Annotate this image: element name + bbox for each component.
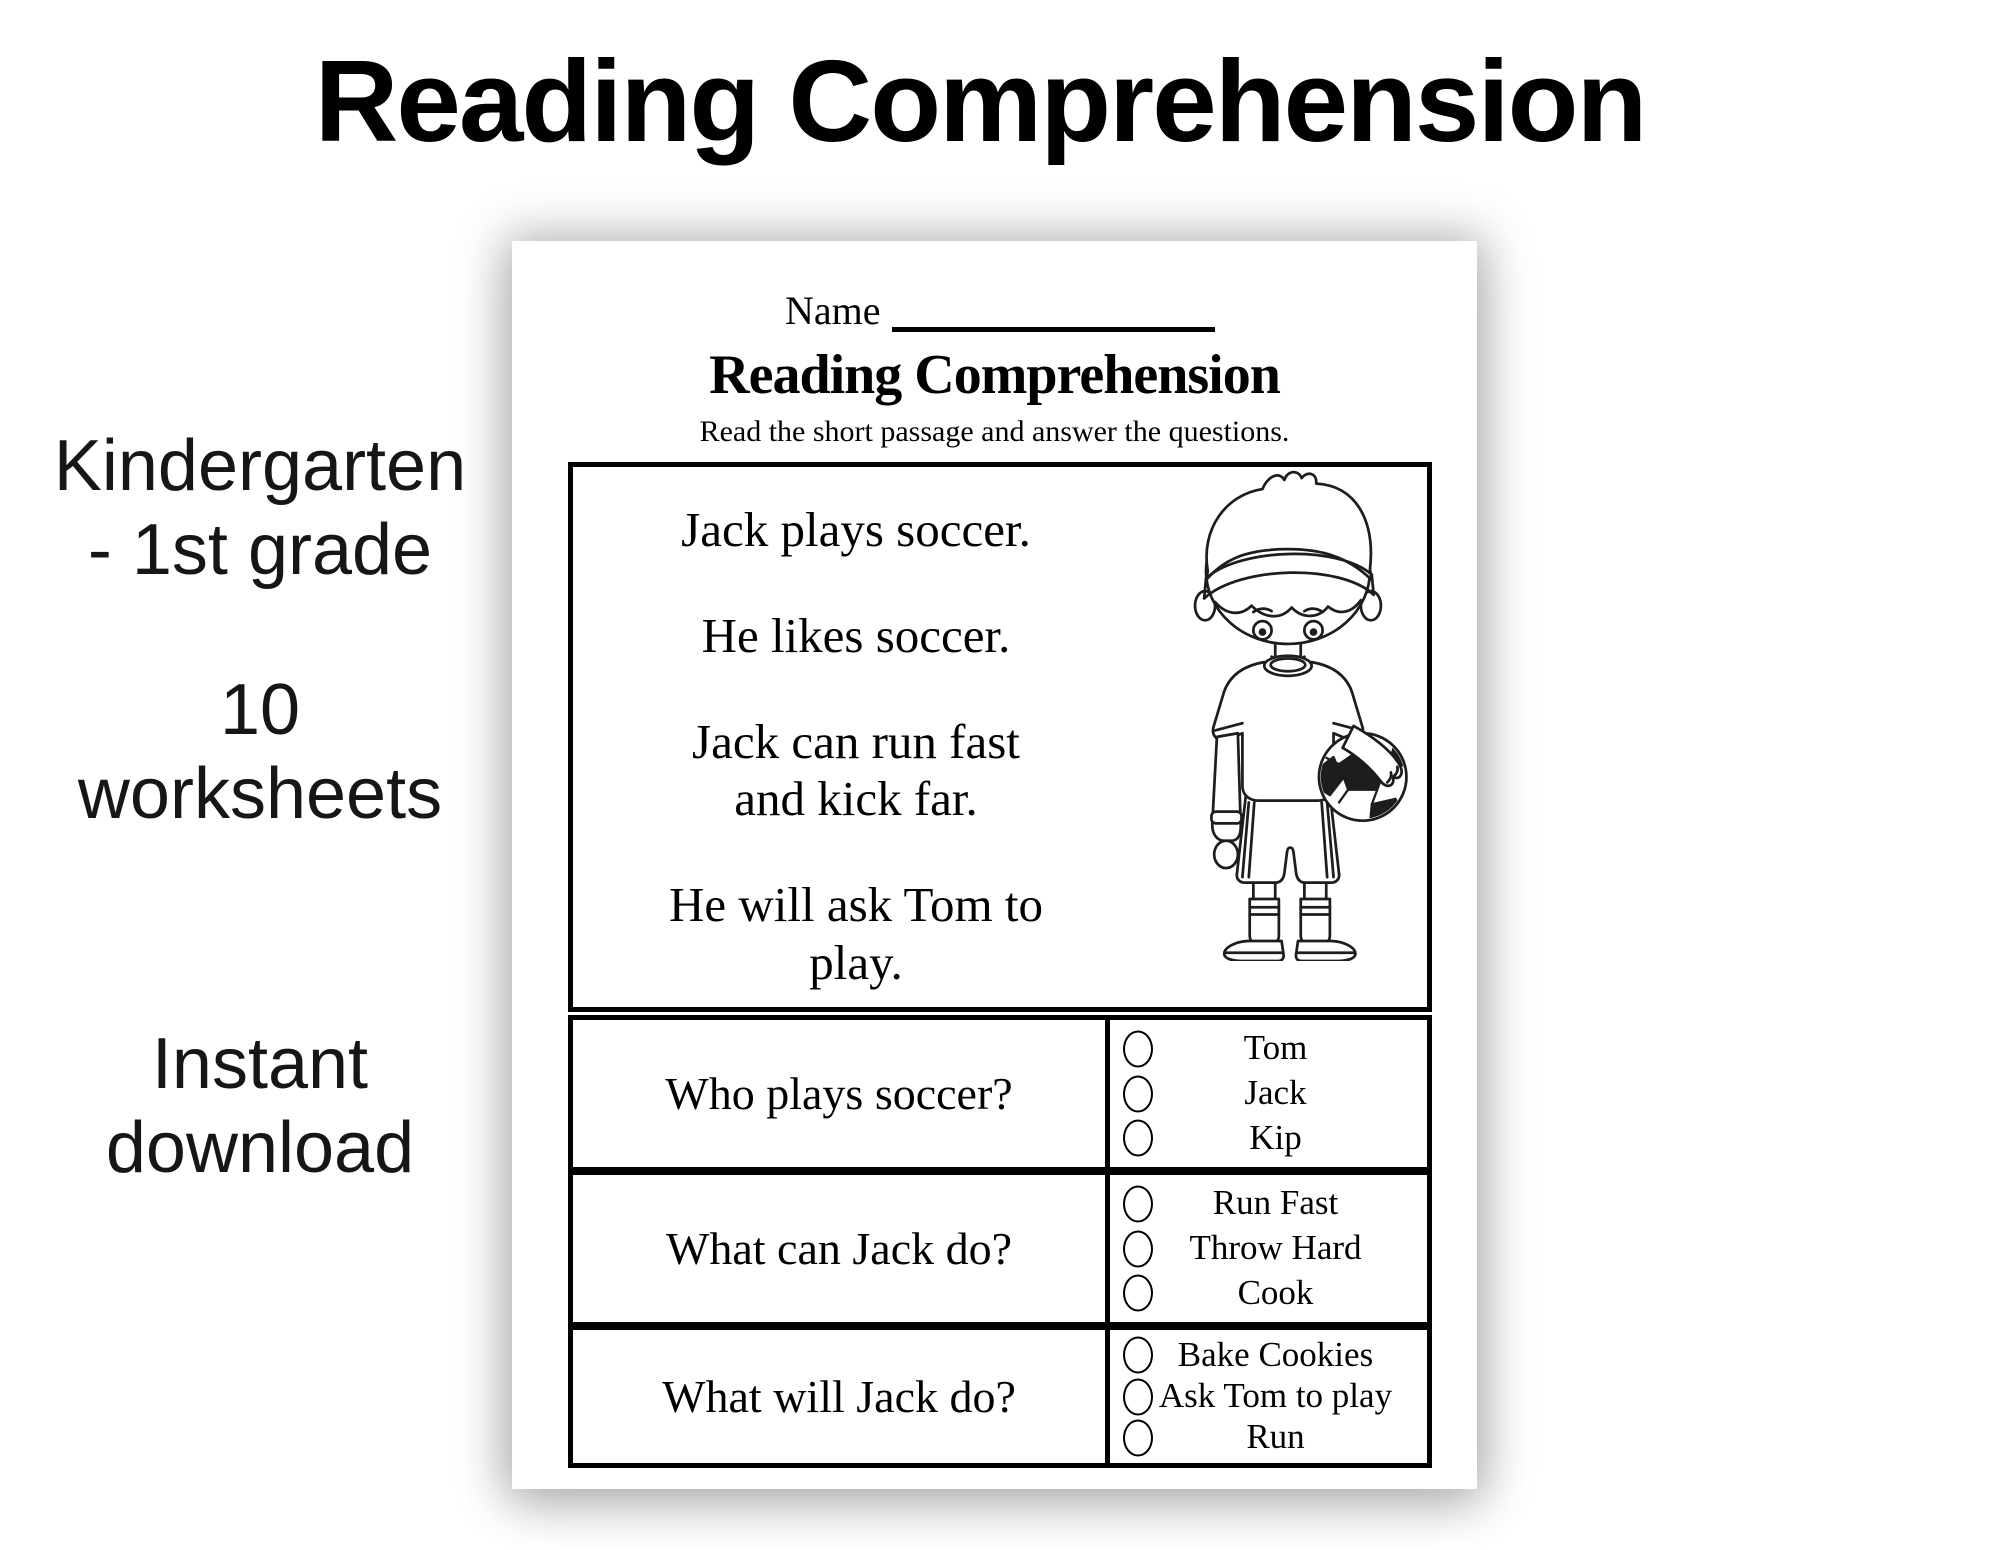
option	[1110, 1377, 1427, 1417]
ball-pentagon	[1370, 799, 1405, 832]
passage-sentence	[573, 607, 1139, 665]
wristband	[1211, 812, 1241, 824]
option	[1110, 1229, 1427, 1269]
answer-bubble	[1123, 1120, 1153, 1157]
shoe	[1224, 941, 1283, 961]
promo-count-line2: worksheets	[77, 754, 443, 835]
option	[1110, 1184, 1427, 1224]
promo-count-line1: 10	[219, 670, 301, 750]
pupil	[1310, 628, 1318, 636]
promo-delivery-line2: download	[105, 1108, 415, 1189]
answer-bubble	[1123, 1419, 1153, 1456]
option-label: Run	[1246, 1417, 1305, 1457]
name-blank-line	[892, 327, 1215, 332]
option	[1110, 1273, 1427, 1313]
option	[1110, 1118, 1427, 1158]
option-label: Kip	[1249, 1117, 1302, 1157]
answer-bubble	[1123, 1337, 1153, 1374]
option	[1110, 1074, 1427, 1114]
question-row	[568, 1170, 1432, 1327]
sock	[1301, 899, 1330, 945]
option-label: Cook	[1237, 1272, 1314, 1312]
answer-bubble	[1123, 1185, 1153, 1222]
answer-bubble	[1123, 1378, 1153, 1415]
question-row	[568, 1015, 1432, 1172]
options-cell	[1110, 1020, 1427, 1167]
passage-box	[568, 462, 1432, 1012]
promo-grade-line1: Kindergarten	[53, 426, 467, 506]
worksheet-instructions: Read the short passage and answer the questions.	[699, 415, 1290, 448]
worksheet-title: Reading Comprehension	[709, 344, 1280, 406]
question-text: Who plays soccer?	[573, 1020, 1110, 1167]
promo-grade-line2: - 1st grade	[87, 510, 433, 591]
option	[1110, 1335, 1427, 1375]
passage-line: play.	[809, 935, 903, 991]
answer-bubble	[1123, 1075, 1153, 1112]
passage-line: Jack can run fast	[692, 713, 1020, 769]
option-label: Ask Tom to play	[1158, 1376, 1393, 1416]
question-text: What will Jack do?	[573, 1330, 1110, 1463]
promo-delivery-line1: Instant	[151, 1024, 369, 1104]
passage-sentence	[573, 713, 1139, 829]
worksheet-page	[512, 241, 1477, 1489]
options-cell	[1110, 1175, 1427, 1322]
option-label: Throw Hard	[1189, 1228, 1362, 1268]
sock	[1250, 899, 1279, 945]
promo-title: Reading Comprehension	[314, 36, 1646, 166]
passage-sentence	[573, 876, 1139, 992]
option-label: Tom	[1243, 1028, 1308, 1068]
promo-worksheet-count	[0, 668, 520, 836]
answer-bubble	[1123, 1230, 1153, 1267]
option-label: Run Fast	[1212, 1183, 1339, 1223]
shoe	[1296, 941, 1355, 961]
question-text: What can Jack do?	[573, 1175, 1110, 1322]
passage-line: He will ask Tom to	[668, 877, 1044, 933]
option	[1110, 1029, 1427, 1069]
hand	[1214, 841, 1238, 868]
promo-grade-range	[0, 424, 520, 592]
pupil	[1259, 628, 1267, 636]
passage-line: Jack plays soccer.	[681, 502, 1031, 557]
options-cell	[1110, 1330, 1427, 1463]
promo-instant-download	[0, 1022, 520, 1190]
boy-soccer-illustration	[1139, 467, 1427, 1007]
passage-text	[573, 467, 1139, 1007]
option-label: Jack	[1244, 1073, 1307, 1113]
passage-sentence	[573, 501, 1139, 559]
boy-with-soccer-ball-drawing	[1175, 469, 1421, 961]
question-row	[568, 1325, 1432, 1468]
answer-bubble	[1123, 1030, 1153, 1067]
passage-line: and kick far.	[734, 771, 978, 827]
option	[1110, 1418, 1427, 1458]
passage-line: He likes soccer.	[701, 607, 1011, 663]
answer-bubble	[1123, 1275, 1153, 1312]
legs	[1253, 883, 1326, 900]
option-label: Bake Cookies	[1177, 1334, 1374, 1374]
name-label: Name	[785, 288, 881, 333]
